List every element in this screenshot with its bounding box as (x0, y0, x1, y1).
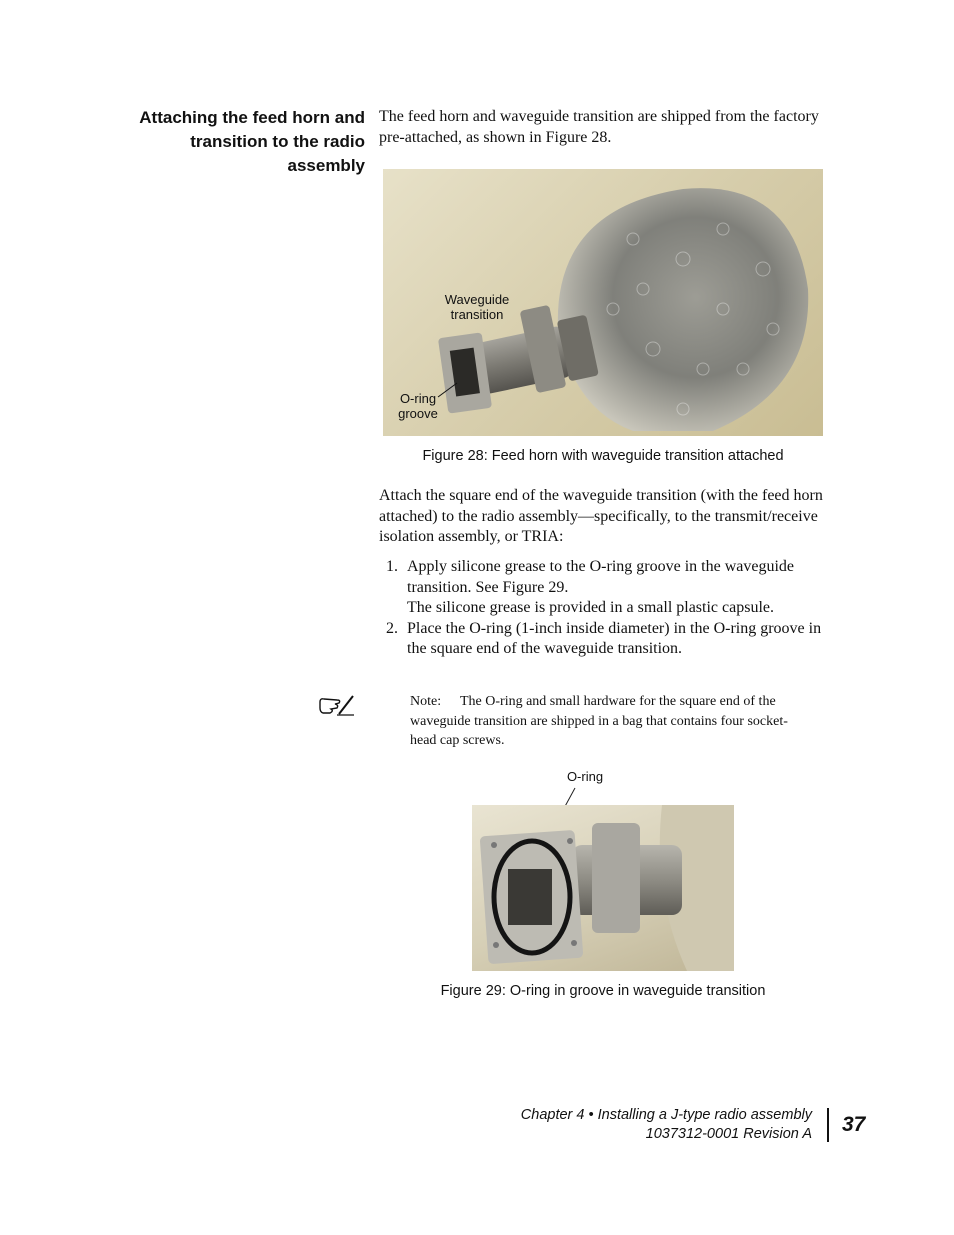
callout-waveguide-transition: Waveguide transition (444, 292, 510, 322)
callout-oring: O-ring (566, 769, 604, 784)
oring-photo (472, 805, 734, 971)
figure-28-caption: Figure 28: Feed horn with waveguide transition attached (422, 448, 784, 464)
note-pencil-icon (317, 690, 357, 718)
figure-29-image (472, 805, 734, 971)
callout-oring-groove: O-ring groove (398, 391, 438, 421)
footer-doc-revision: 1037312-0001 Revision A (645, 1126, 812, 1142)
list-item (386, 619, 826, 660)
section-heading-line: Attaching the feed horn and (139, 108, 365, 127)
note-text: The O-ring and small hardware for the square end of the waveguide transition are shipped in a bag that contains four socket-head cap screws. (410, 694, 788, 748)
steps-list (386, 557, 826, 660)
note-label: Note: (410, 694, 442, 709)
page-number: 37 (842, 1113, 866, 1136)
figure-29-caption: Figure 29: O-ring in groove in waveguide transition (440, 983, 766, 999)
step-text: Apply silicone grease to the O-ring groove in the waveguide transition. See Figure 29. (407, 558, 794, 596)
step-number: 2. (386, 619, 398, 637)
step-subnote: The silicone grease is provided in a small plastic capsule. (407, 599, 774, 616)
list-item (386, 557, 826, 598)
step-number: 1. (386, 558, 398, 575)
attach-paragraph: Attach the square end of the waveguide transition (with the feed horn attached) to the radio assembly—specifically, to the transmit/receive isolation assembly, or TRIA: (379, 487, 823, 545)
step-text: Place the O-ring (1-inch inside diameter) in the O-ring groove in the square end of the waveguide transition. (407, 619, 822, 657)
note-block (410, 692, 795, 751)
section-heading (100, 106, 365, 178)
section-heading-line: transition to the radio (190, 132, 365, 151)
footer-chapter: Chapter 4 • Installing a J-type radio assembly (520, 1107, 812, 1123)
intro-paragraph: The feed horn and waveguide transition are shipped from the factory pre-attached, as shown in Figure 28. (379, 108, 819, 146)
section-heading-line: assembly (287, 156, 365, 175)
page-footer (452, 1106, 812, 1144)
footer-divider (827, 1108, 829, 1142)
